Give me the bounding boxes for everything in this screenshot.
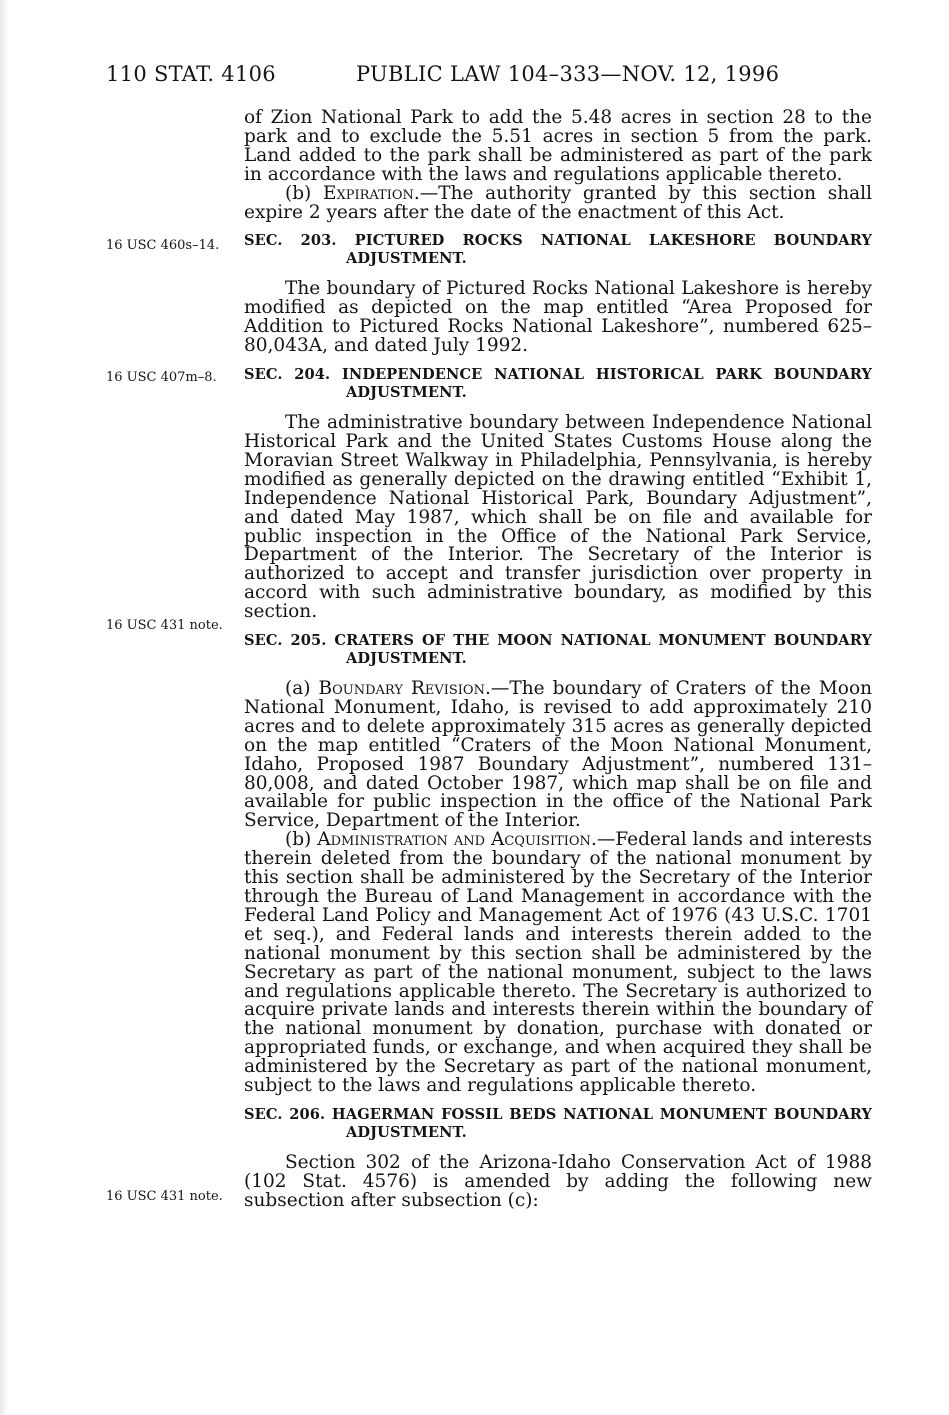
subsection-text: .—The boundary of Craters of the Moon National Monument, Idaho, is revised to add approximately 210 acres and to delete approximately 315 acres as generally depicted on the map entitled “Craters of the Moon National Monument, Idaho, Proposed 1987 Boundary Adjustment”, numbered 131–80,008, and dated October 1987, which map shall be on file and available for public inspection in the office of the National Park Service, Department of the Interior.	[244, 678, 872, 832]
public-law-running-head: PUBLIC LAW 104–333—NOV. 12, 1996	[356, 62, 780, 86]
section-203-text: The boundary of Pictured Rocks National Lakeshore is hereby modified as depicted on the map entitled “Area Proposed for Addition to Pictured Rocks National Lakeshore”, numbered 625–80,043A, and dated July 1992.	[244, 278, 872, 357]
margin-note-sec-205: 16 USC 431 note.	[106, 618, 223, 633]
subsection-text: .—Federal lands and interests therein deleted from the boundary of the national monument by this section shall be administered by the Secretary of the Interior through the Bureau of Land Management in accordance with the Federal Land Policy and Management Act of 1976 (43 U.S.C. 1701 et seq.), and Federal lands and interests therein added to the national monument by this section shall be administered by the Secretary as part of the national monument, subject to the laws and regulations applicable thereto. The Secretary is authorized to acquire private lands and interests therein within the boundary of the national monument by donation, purchase with donated or appropriated funds, or exchange, and when acquired they shall be administered by the Secretary as part of the national monument, subject to the laws and regulations applicable thereto.	[244, 829, 872, 1097]
subsection-label: (b)	[285, 829, 318, 851]
paragraph-expiration	[244, 182, 872, 223]
paragraph-zion-continued: of Zion National Park to add the 5.48 acres in section 28 to the park and to exclude the 5.51 acres in section 5 from the park. Land added to the park shall be administered as part of the park in accordance with the laws and regulations applicable thereto.	[244, 107, 872, 185]
section-205-b-administration	[244, 831, 872, 1096]
margin-note-sec-206: 16 USC 431 note.	[106, 1189, 223, 1204]
main-text-column	[244, 109, 872, 1211]
subsection-heading: Administration and Acquisition	[317, 829, 591, 851]
margin-note-sec-204: 16 USC 407m–8.	[106, 370, 217, 385]
subsection-text: .—The authority granted by this section shall expire 2 years after the date of the enactment of this Act.	[244, 182, 872, 223]
section-204-heading: SEC. 204. INDEPENDENCE NATIONAL HISTORICAL PARK BOUNDARY ADJUSTMENT.	[244, 366, 872, 402]
margin-note-sec-203: 16 USC 460s–14.	[106, 238, 220, 253]
subsection-heading: Expiration	[322, 182, 414, 204]
section-203-heading: SEC. 203. PICTURED ROCKS NATIONAL LAKESHORE BOUNDARY ADJUSTMENT.	[244, 232, 872, 268]
subsection-label: (b)	[285, 182, 323, 204]
section-206-heading: SEC. 206. HAGERMAN FOSSIL BEDS NATIONAL MONUMENT BOUNDARY ADJUSTMENT.	[244, 1105, 872, 1141]
statute-page-number: 110 STAT. 4106	[106, 62, 276, 86]
section-205-a-boundary-revision	[244, 680, 872, 831]
section-204-text: The administrative boundary between Independence National Historical Park and the United States Customs House along the Moravian Street Walkway in Philadelphia, Pennsylvania, is hereby modified as generally depicted on the drawing entitled “Exhibit 1, Independence National Historical Park, Boundary Adjustment”, and dated May 1987, which shall be on file and available for public inspection in the Office of the National Park Service, Department of the Interior. The Secretary of the Interior is authorized to accept and transfer jurisdiction over property in accord with such administrative boundary, as modified by this section.	[244, 412, 872, 623]
section-205-heading: SEC. 205. CRATERS OF THE MOON NATIONAL MONUMENT BOUNDARY ADJUSTMENT.	[244, 632, 872, 668]
section-206-text: Section 302 of the Arizona-Idaho Conservation Act of 1988 (102 Stat. 4576) is amended by adding the following new subsection after subsection (c):	[244, 1151, 872, 1211]
subsection-heading: Boundary Revision	[318, 678, 485, 700]
subsection-label: (a)	[285, 678, 319, 700]
scan-edge-shadow	[0, 0, 8, 1415]
